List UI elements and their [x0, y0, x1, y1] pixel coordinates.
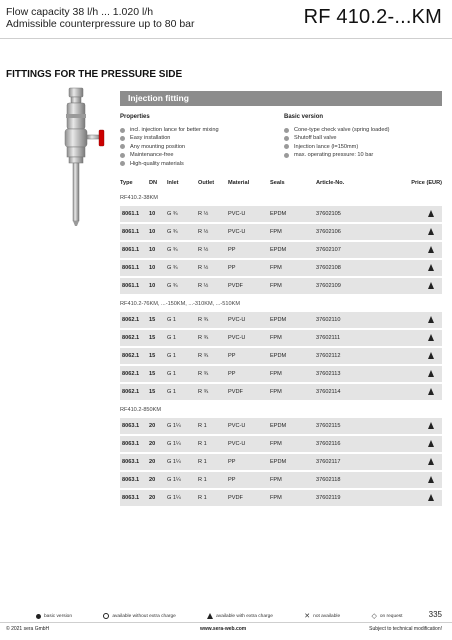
extra-charge-triangle-icon [428, 264, 434, 271]
cell-price [386, 312, 442, 329]
cell-dn: 15 [149, 329, 167, 347]
cell-outlet: R ½ [198, 223, 228, 241]
table-group-label-row [120, 295, 442, 312]
properties-block [120, 114, 270, 168]
cell-inlet: G ¾ [167, 223, 198, 241]
cell-inlet: G ¾ [167, 241, 198, 259]
col-header-seals: Seals [270, 180, 285, 186]
extra-charge-triangle-icon [428, 494, 434, 501]
cell-material: PP [228, 259, 270, 277]
cell-price [386, 241, 442, 259]
cell-seals: EPDM [270, 347, 316, 365]
cell-inlet: G 1 [167, 312, 198, 329]
cell-dn: 20 [149, 489, 167, 507]
cell-price [386, 471, 442, 489]
extra-charge-triangle-icon [428, 316, 434, 323]
header-divider [0, 38, 452, 39]
cell-dn: 20 [149, 471, 167, 489]
cell-seals: FPM [270, 435, 316, 453]
table-group-label-row [120, 190, 442, 206]
cell-type: 8063.1 [120, 435, 149, 453]
table-row [120, 365, 442, 383]
extra-charge-triangle-icon [428, 476, 434, 483]
cell-inlet: G 1¼ [167, 418, 198, 435]
basic-version-item: Cone-type check valve (spring loaded) [284, 126, 442, 134]
col-header-type: Type [120, 180, 133, 186]
legend-not-available [304, 614, 341, 619]
cell-type: 8062.1 [120, 383, 149, 401]
legend-basic [36, 614, 73, 619]
cell-outlet: R ¾ [198, 383, 228, 401]
cell-price [386, 435, 442, 453]
group-label: RF410.2-850KM [120, 407, 162, 413]
cell-outlet: R 1 [198, 435, 228, 453]
cell-price [386, 206, 442, 223]
cell-dn: 10 [149, 206, 167, 223]
cell-price [386, 347, 442, 365]
cell-type: 8061.1 [120, 241, 149, 259]
cell-price [386, 383, 442, 401]
cell-inlet: G ¾ [167, 259, 198, 277]
basic-version-item: max. operating pressure: 10 bar [284, 151, 442, 159]
cell-inlet: G ¾ [167, 277, 198, 295]
table-row [120, 418, 442, 435]
cell-dn: 20 [149, 435, 167, 453]
cell-price [386, 223, 442, 241]
filled-circle-icon [36, 614, 41, 619]
cell-material: PP [228, 241, 270, 259]
cell-inlet: G 1¼ [167, 471, 198, 489]
col-header-outlet: Outlet [198, 180, 215, 186]
cell-outlet: R ¾ [198, 329, 228, 347]
table-row [120, 277, 442, 295]
legend-with-charge-label: available with extra charge [216, 614, 273, 620]
cell-price [386, 489, 442, 507]
cell-seals: EPDM [270, 241, 316, 259]
cell-seals: EPDM [270, 312, 316, 329]
table-row [120, 329, 442, 347]
cell-outlet: R ½ [198, 277, 228, 295]
col-header-dn: DN [149, 180, 158, 186]
cell-price [386, 329, 442, 347]
cell-type: 8061.1 [120, 259, 149, 277]
basic-version-item: Injection lance (l=150mm) [284, 143, 442, 151]
cell-article-no: 37602115 [316, 418, 386, 435]
legend-without-charge [103, 614, 177, 619]
cell-material: PP [228, 471, 270, 489]
cell-material: PVC-U [228, 223, 270, 241]
cell-article-no: 37602109 [316, 277, 386, 295]
cell-outlet: R 1 [198, 489, 228, 507]
extra-charge-triangle-icon [428, 388, 434, 395]
cell-seals: FPM [270, 223, 316, 241]
cell-outlet: R ¾ [198, 365, 228, 383]
extra-charge-triangle-icon [428, 352, 434, 359]
cell-seals: EPDM [270, 453, 316, 471]
cell-article-no: 37602119 [316, 489, 386, 507]
extra-charge-triangle-icon [428, 282, 434, 289]
cell-seals: FPM [270, 489, 316, 507]
table-row [120, 347, 442, 365]
table-row [120, 259, 442, 277]
cell-type: 8061.1 [120, 223, 149, 241]
footer-copyright: © 2021 sera GmbH [6, 626, 50, 632]
cell-dn: 10 [149, 241, 167, 259]
cell-article-no: 37602105 [316, 206, 386, 223]
properties-item: High-quality materials [120, 160, 270, 168]
subhead-bar [120, 91, 442, 106]
table-row [120, 435, 442, 453]
cell-price [386, 453, 442, 471]
extra-charge-triangle-icon [428, 228, 434, 235]
properties-item: Any mounting position [120, 143, 270, 151]
footer-divider [0, 622, 452, 623]
cell-type: 8063.1 [120, 489, 149, 507]
group-label: RF410.2-76KM, ...-150KM, ...-310KM, ...-510KM [120, 301, 241, 307]
cell-seals: FPM [270, 277, 316, 295]
cell-inlet: G 1¼ [167, 453, 198, 471]
properties-item: Maintenance-free [120, 151, 270, 159]
cell-dn: 15 [149, 312, 167, 329]
cell-dn: 10 [149, 259, 167, 277]
cell-inlet: G ¾ [167, 206, 198, 223]
cell-article-no: 37602114 [316, 383, 386, 401]
col-header-inlet: Inlet [167, 180, 179, 186]
cell-seals: FPM [270, 259, 316, 277]
extra-charge-triangle-icon [428, 370, 434, 377]
cell-type: 8063.1 [120, 471, 149, 489]
table-row [120, 223, 442, 241]
cell-material: PVC-U [228, 312, 270, 329]
cell-type: 8062.1 [120, 365, 149, 383]
cell-dn: 15 [149, 347, 167, 365]
cell-seals: FPM [270, 383, 316, 401]
model-title: RF 410.2-...KM [303, 6, 442, 28]
cell-outlet: R 1 [198, 418, 228, 435]
cell-type: 8061.1 [120, 277, 149, 295]
cell-material: PVDF [228, 383, 270, 401]
legend [36, 612, 433, 620]
cell-dn: 15 [149, 383, 167, 401]
extra-charge-triangle-icon [428, 440, 434, 447]
table-row [120, 471, 442, 489]
specs-table [120, 176, 442, 508]
cell-seals: EPDM [270, 418, 316, 435]
cell-seals: FPM [270, 471, 316, 489]
extra-charge-triangle-icon [428, 334, 434, 341]
cell-type: 8063.1 [120, 418, 149, 435]
properties-item: Easy installation [120, 134, 270, 142]
injection-fitting-image [40, 84, 130, 229]
table-header-row [120, 176, 442, 190]
cell-material: PVC-U [228, 329, 270, 347]
cell-article-no: 37602107 [316, 241, 386, 259]
properties-title: Properties [120, 114, 150, 120]
cell-type: 8061.1 [120, 206, 149, 223]
cell-material: PVDF [228, 489, 270, 507]
cell-dn: 15 [149, 365, 167, 383]
cell-type: 8062.1 [120, 329, 149, 347]
legend-not-available-label: not available [313, 614, 341, 620]
cell-seals: FPM [270, 365, 316, 383]
extra-charge-triangle-icon [428, 422, 434, 429]
extra-charge-triangle-icon [428, 458, 434, 465]
legend-on-request-label: on request [379, 614, 403, 620]
cell-price [386, 259, 442, 277]
footer-website[interactable]: www.sera-web.com [200, 626, 247, 632]
cell-outlet: R ½ [198, 206, 228, 223]
cell-article-no: 37602108 [316, 259, 386, 277]
cell-outlet: R 1 [198, 471, 228, 489]
cell-article-no: 37602111 [316, 329, 386, 347]
cell-material: PP [228, 365, 270, 383]
properties-item: incl. injection lance for better mixing [120, 126, 270, 134]
page-number: 335 [428, 610, 442, 619]
cell-seals: EPDM [270, 206, 316, 223]
group-label: RF410.2-38KM [120, 195, 158, 201]
cell-price [386, 418, 442, 435]
cell-dn: 20 [149, 418, 167, 435]
cell-material: PVC-U [228, 206, 270, 223]
cell-outlet: R 1 [198, 453, 228, 471]
cell-outlet: R ¾ [198, 347, 228, 365]
col-header-material: Material [228, 180, 250, 186]
cell-dn: 10 [149, 223, 167, 241]
cell-dn: 20 [149, 453, 167, 471]
basic-version-block [284, 114, 442, 160]
cell-article-no: 37602112 [316, 347, 386, 365]
cell-material: PVC-U [228, 418, 270, 435]
cell-dn: 10 [149, 277, 167, 295]
cell-inlet: G 1 [167, 329, 198, 347]
cell-material: PVC-U [228, 435, 270, 453]
table-row [120, 206, 442, 223]
cell-article-no: 37602118 [316, 471, 386, 489]
cell-outlet: R ¾ [198, 312, 228, 329]
table-row [120, 383, 442, 401]
table-row [120, 312, 442, 329]
table-row [120, 489, 442, 507]
basic-version-title: Basic version [284, 114, 324, 120]
extra-charge-triangle-icon [428, 246, 434, 253]
cell-material: PP [228, 453, 270, 471]
subhead-title: Injection fitting [128, 93, 189, 103]
cell-article-no: 37602117 [316, 453, 386, 471]
on-request-icon: ◇ [371, 613, 377, 620]
flow-capacity-text: Flow capacity 38 l/h ... 1.020 l/h [6, 6, 154, 18]
legend-with-charge [207, 614, 274, 619]
cell-inlet: G 1¼ [167, 489, 198, 507]
cell-inlet: G 1 [167, 365, 198, 383]
cell-price [386, 277, 442, 295]
cell-article-no: 37602113 [316, 365, 386, 383]
table-row [120, 241, 442, 259]
legend-basic-label: basic version [44, 614, 72, 620]
extra-charge-triangle-icon [428, 210, 434, 217]
cell-material: PVDF [228, 277, 270, 295]
cell-article-no: 37602116 [316, 435, 386, 453]
cell-outlet: R ½ [198, 259, 228, 277]
cell-outlet: R ½ [198, 241, 228, 259]
cell-article-no: 37602106 [316, 223, 386, 241]
section-title: FITTINGS FOR THE PRESSURE SIDE [6, 69, 183, 80]
cell-inlet: G 1 [167, 383, 198, 401]
basic-version-item: Shutoff ball valve [284, 134, 442, 142]
cross-icon: ✕ [304, 613, 311, 620]
cell-material: PP [228, 347, 270, 365]
legend-on-request [371, 614, 402, 619]
cell-type: 8062.1 [120, 312, 149, 329]
counterpressure-text: Admissible counterpressure up to 80 bar [6, 18, 195, 30]
open-circle-icon [103, 613, 109, 619]
cell-type: 8063.1 [120, 453, 149, 471]
header-flow-info [6, 6, 195, 30]
cell-seals: FPM [270, 329, 316, 347]
cell-inlet: G 1¼ [167, 435, 198, 453]
table-group-label-row [120, 401, 442, 418]
col-header-article-no: Article-No. [316, 180, 345, 186]
cell-price [386, 365, 442, 383]
cell-inlet: G 1 [167, 347, 198, 365]
table-row [120, 453, 442, 471]
cell-type: 8062.1 [120, 347, 149, 365]
col-header-price: Price (EUR) [411, 180, 442, 186]
cell-article-no: 37602110 [316, 312, 386, 329]
footer-note: Subject to technical modification! [369, 626, 442, 632]
legend-without-charge-label: available without extra charge [112, 614, 176, 620]
triangle-icon [207, 613, 213, 619]
